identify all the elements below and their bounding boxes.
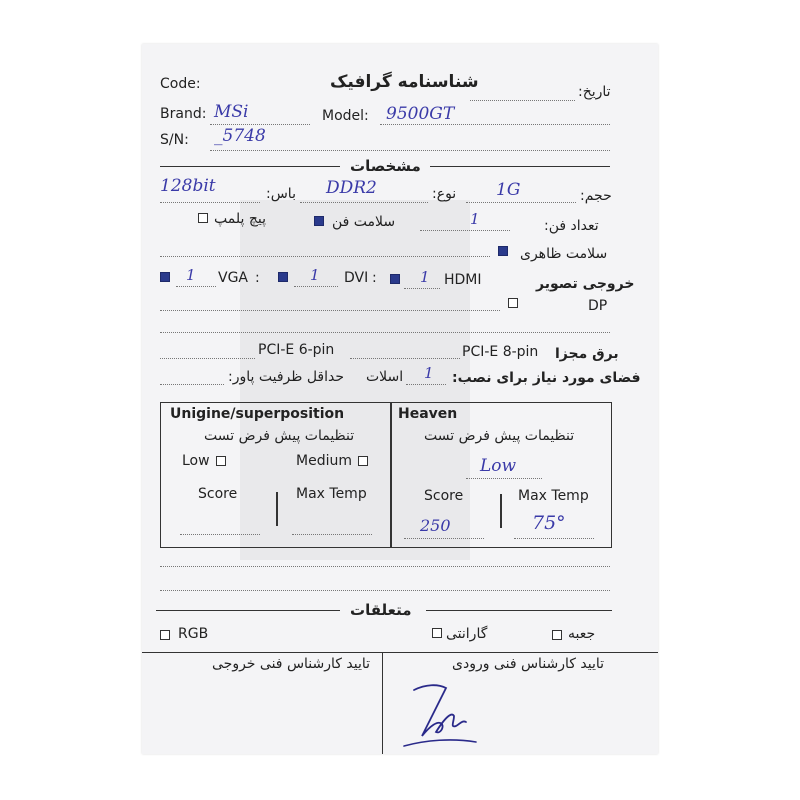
dvi-label: DVI <box>344 270 369 286</box>
slot-label: اسلات <box>366 369 404 385</box>
dvi-checkbox[interactable] <box>278 272 288 282</box>
pin6-label: PCI-E 6-pin <box>258 342 335 358</box>
signature-icon <box>396 676 486 754</box>
entry-approval-label: تایید کارشناس فنی ورودی <box>452 656 605 672</box>
unigine-title: Unigine/superposition <box>170 406 345 422</box>
warranty-label: گارانتی <box>446 626 488 642</box>
unigine-settings: تنظیمات پیش فرض تست <box>204 428 355 444</box>
fan-count-value: 1 <box>470 210 480 228</box>
heaven-settings: تنظیمات پیش فرض تست <box>424 428 575 444</box>
heaven-score-value: 250 <box>420 516 451 535</box>
model-label: Model: <box>322 108 369 124</box>
power-label: برق مجزا <box>555 346 619 362</box>
unigine-medium-checkbox[interactable] <box>358 456 368 466</box>
bus-value: 128bit <box>160 176 216 196</box>
heaven-preset-value: Low <box>480 456 517 476</box>
pump-checkbox[interactable] <box>198 213 208 223</box>
unigine-low-label: Low <box>182 453 210 469</box>
heaven-maxtemp-label: Max Temp <box>518 488 589 504</box>
pump-label: پیچ پلمپ <box>214 211 266 227</box>
unigine-medium-label: Medium <box>296 453 352 469</box>
sn-label: S/N: <box>160 132 189 148</box>
brand-value: MSi <box>214 102 249 122</box>
space-value: 1 <box>424 364 434 382</box>
dvi-count: 1 <box>310 266 320 284</box>
vga-label: VGA <box>218 270 249 286</box>
capacity-value: 1G <box>496 180 521 200</box>
box-checkbox[interactable] <box>552 630 562 640</box>
unigine-maxtemp-label: Max Temp <box>296 486 367 502</box>
vga-checkbox[interactable] <box>160 272 170 282</box>
rgb-checkbox[interactable] <box>160 630 170 640</box>
hdmi-label: HDMI <box>444 272 482 288</box>
appearance-label: سلامت ظاهری <box>520 246 608 262</box>
heaven-score-label: Score <box>424 488 464 504</box>
warranty-checkbox[interactable] <box>432 628 442 638</box>
capacity-label: حجم: <box>580 188 612 204</box>
code-label: Code: <box>160 76 201 92</box>
dp-label: DP <box>588 298 608 314</box>
fan-health-checkbox[interactable] <box>314 216 324 226</box>
hdmi-count: 1 <box>420 268 430 286</box>
type-label: نوع: <box>432 186 457 202</box>
appearance-checkbox[interactable] <box>498 246 508 256</box>
dp-checkbox[interactable] <box>508 298 518 308</box>
vga-count: 1 <box>186 266 196 284</box>
model-value: 9500GT <box>386 104 455 124</box>
sn-value: _5748 <box>214 126 266 146</box>
psu-label: حداقل ظرفیت پاور: <box>228 369 345 385</box>
form-title: شناسنامه گرافیک <box>330 72 479 92</box>
accessories-title: متعلقات <box>350 601 412 619</box>
date-label: تاریخ: <box>578 84 611 100</box>
exit-approval-label: تایید کارشناس فنی خروجی <box>212 656 371 672</box>
outputs-label: خروجی تصویر <box>536 276 635 292</box>
specs-title: مشخصات <box>350 157 421 175</box>
fan-count-label: تعداد فن: <box>544 218 599 234</box>
heaven-title: Heaven <box>398 406 458 422</box>
brand-label: Brand: <box>160 106 207 122</box>
pin8-label: PCI-E 8-pin <box>462 344 539 360</box>
type-value: DDR2 <box>326 178 377 198</box>
bus-label: باس: <box>266 186 296 202</box>
fan-health-label: سلامت فن <box>332 214 396 230</box>
unigine-score-label: Score <box>198 486 238 502</box>
hdmi-checkbox[interactable] <box>390 274 400 284</box>
unigine-low-checkbox[interactable] <box>216 456 226 466</box>
space-label: فضای مورد نیاز برای نصب: <box>452 370 641 386</box>
rgb-label: RGB <box>178 626 209 642</box>
heaven-maxtemp-value: 75° <box>532 512 566 534</box>
box-label: جعبه <box>568 626 596 642</box>
